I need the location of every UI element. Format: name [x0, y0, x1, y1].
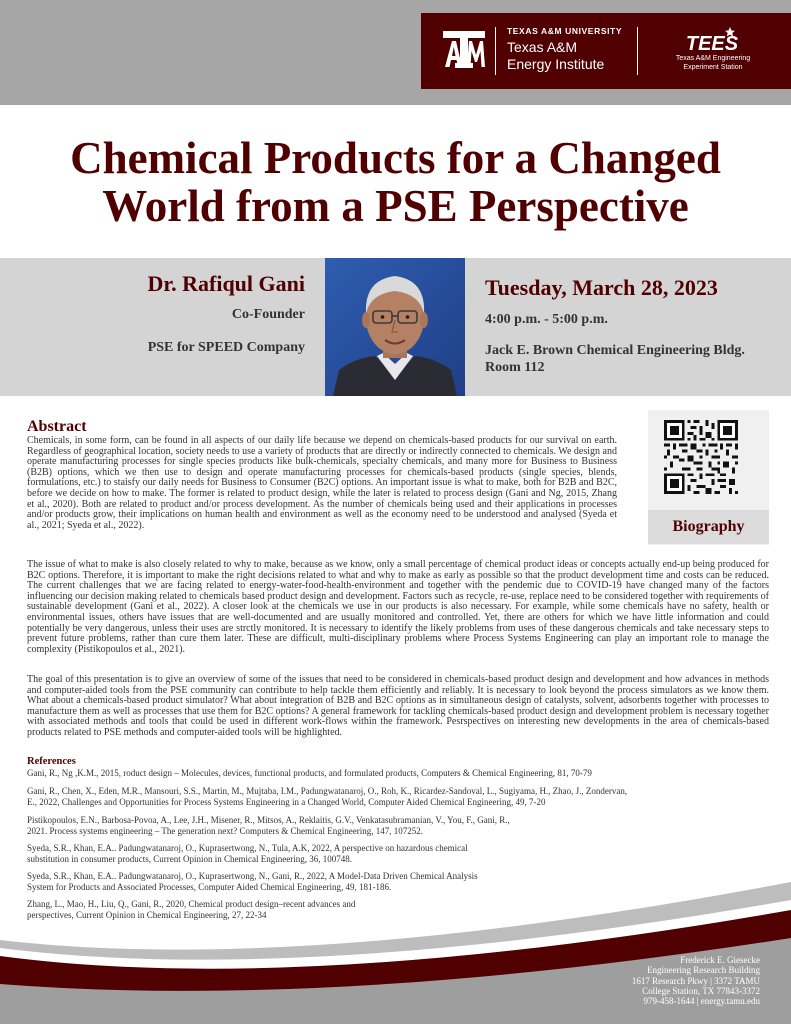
- title-line-1: Chemical Products for a Changed: [70, 133, 721, 183]
- event-info: [485, 274, 745, 376]
- logo-block: [421, 13, 791, 89]
- reference-line: Syeda, S.R., Khan, E.A.. Padungwatanaroj, O., Kuprasertwong, N., Tula, A.K, 2022, A perspective on hazardous chemical: [27, 843, 468, 853]
- reference-item: [27, 843, 468, 864]
- abstract-paragraph-1: Chemicals, in some form, can be found in all aspects of our daily life because we depend on chemicals-based products for our survival on earth. Regardless of geographical location, society needs to use a variety of products that are directly or indirectly connected to chemicals. We design and operate manufacturing processes for single species products like bulk-chemicals, specialty chemicals, and many more for Business to Business (B2B) options, which we then use to design and operate manufacturing processes for chemicals-based products (single species, blends, formulations, etc.) to staisfy our daily needs for Business to Consumer (B2C) options. An important issue is what to make, both for B2B and B2C, before we decide on how to make. The former is related to product design, while the later is related to process design (Gani and Ng, 2015, Zhang et al., 2020). Both are related to product and/or process development. As the number of chemicals being used and their applications in processes and/or products grow, their implications on human health and environment as well as the economy need to be understood and analysed (Syeda et al., 2021; Syeda et al., 2022).: [27, 435, 617, 531]
- reference-line: E., 2022, Challenges and Opportunities for Process Systems Engineering in a Changed World, Computer Aided Chemical Engineering, 49, 7-20: [27, 796, 546, 807]
- biography-button[interactable]: Biography: [648, 510, 769, 544]
- tees-line-2: Experiment Station: [683, 63, 743, 71]
- institute-name: [507, 39, 604, 73]
- title-line-2: World from a PSE Perspective: [102, 181, 689, 231]
- reference-item: [27, 815, 510, 836]
- event-location-line-2: Room 112: [485, 360, 545, 375]
- reference-line: System for Products and Associated Processes, Computer Aided Chemical Engineering, 49, 181-186.: [27, 881, 392, 892]
- atm-logo: [441, 27, 487, 73]
- event-location: [485, 342, 745, 376]
- tees-subtitle: [649, 55, 777, 72]
- reference-line: Gani, R., Ng ,K.M., 2015, roduct design – Molecules, devices, functional products, and formulated products, Computers & Chemical Engineering, 81, 70-79: [27, 768, 592, 778]
- footer-line: 979-458-1644 | energy.tamu.edu: [643, 996, 760, 1007]
- logo-divider-2: [637, 27, 638, 75]
- biography-card[interactable]: [648, 410, 769, 545]
- event-date: Tuesday, March 28, 2023: [485, 275, 718, 300]
- svg-text:TEES: TEES: [685, 33, 739, 53]
- university-name: TEXAS A&M UNIVERSITY: [507, 26, 623, 36]
- reference-line: Gani, R., Chen, X., Eden, M.R., Mansouri, S.S., Martin, M., Mujtaba, I.M., Padungwatanaroj, O., Roh, K., Ricardez-Sandoval, L., Sugiyama, H., Zhao, J., Zondervan,: [27, 786, 628, 796]
- qr-code-icon[interactable]: [664, 420, 738, 494]
- abstract-paragraph-3: The goal of this presentation is to give an overview of some of the issues that need to be considered in chemicals-based product design and development and how advances in methods and computer-aided tools from the PSE community can contribute to help tackle them efficiently and reliably. It is necessary to look beyond the process simulators as we know them. What about a chemicals-based product simulator? What about integration of B2B and B2C options as in simultaneous design of catalysts, solvent, adsorbents together with processes to manufacture them as well as processes that use them for B2C options? A general framework for tackling chemicals-based product design and development problem is necessary together with associated methods and tools that could be used in different work-flows within the framework. Pesrspectives on interesting new developments in the area of chemicals-based products related to PSE methods and computer-aided tools will be highlighted.: [27, 674, 769, 738]
- reference-item: [27, 786, 627, 807]
- reference-line: perspectives, Current Opinion in Chemical Engineering, 27, 22-34: [27, 909, 267, 920]
- footer-line: Engineering Research Building: [647, 965, 760, 976]
- abstract-paragraph-2: The issue of what to make is also closely related to why to make, because as we know, only a small percentage of chemical product ideas or concepts actually end-up being produced for B2C options. Therefore, it is important to make the right decisions related to what and why to make as early as possible so that the product development time and costs can be reduced. The current challenges that we are facing related to energy-water-food-health-environment and together with the pendemic due to COVID-19 have changed many of the factors influencing our decision making related to chemicals based product design and development. Factors such as recycle, re-use, replace need to be considered together with requirements of sustainable development (Gani et al., 2022). A closer look at the chemicals we use in our products is also necessary. For example, while some chemicals have no safety, health or environmental issues, others have issues that are well-documented and are usually monitored and controlled. Yet, there are others for which we have little information and could potentially be very dangerous, unless their uses are strctly monitored. It is necessary to identify the likely problems from uses of these dangerous chemicals and take necessary steps to prevent future problems, rather than cure them later. These are difficult, multi-disciplinary problems where Process Systems Engineering can play an important role to manage the complexity (Pistikopoulos et al., 2021).: [27, 559, 769, 655]
- footer-line: College Station, TX 77843-3372: [642, 985, 760, 996]
- references-heading: References: [27, 756, 76, 767]
- tees-logo: [676, 27, 748, 53]
- reference-line: substitution in consumer products, Current Opinion in Chemical Engineering, 36, 100748.: [27, 853, 352, 864]
- reference-item: [27, 768, 592, 779]
- speaker-role: Co-Founder: [231, 307, 305, 322]
- institute-line-1: Texas A&M: [507, 39, 578, 55]
- event-time: 4:00 p.m. - 5:00 p.m.: [485, 312, 608, 327]
- speaker-portrait: [325, 258, 465, 396]
- reference-line: Zhang, L., Mao, H., Liu, Q., Gani, R., 2020, Chemical product design–recent advances and: [27, 899, 356, 909]
- abstract-heading: Abstract: [27, 418, 87, 435]
- speaker-name: Dr. Rafiqul Gani: [147, 271, 305, 296]
- footer-line: 1617 Research Pkwy | 3372 TAMU: [631, 975, 760, 986]
- speaker-organization: PSE for SPEED Company: [147, 340, 305, 355]
- footer-line: Frederick E. Giesecke: [680, 955, 760, 965]
- page-title: [0, 134, 791, 230]
- footer-address: [632, 955, 760, 1006]
- tees-line-1: Texas A&M Engineering: [675, 55, 751, 62]
- portrait-image: [325, 258, 465, 396]
- reference-line: Syeda, S.R., Khan, E.A.. Padungwatanaroj, O., Kuprasertwong, N., Gani, R., 2022, A Model-Data Driven Chemical Analysis: [27, 871, 478, 881]
- reference-line: 2021. Process systems engineering – The generation next? Computers & Chemical Engineering, 147, 107252.: [27, 825, 424, 836]
- speaker-info: [147, 270, 305, 356]
- institute-line-2: Energy Institute: [507, 56, 605, 72]
- logo-divider: [495, 27, 496, 75]
- event-location-line-1: Jack E. Brown Chemical Engineering Bldg.: [485, 343, 745, 358]
- reference-line: Pistikopoulos, E.N., Barbosa-Povoa, A., Lee, J.H., Misener, R., Mitsos, A., Reklaitis, G.V., Venkatasubramanian, V., You, F., Gani, R.,: [27, 815, 510, 825]
